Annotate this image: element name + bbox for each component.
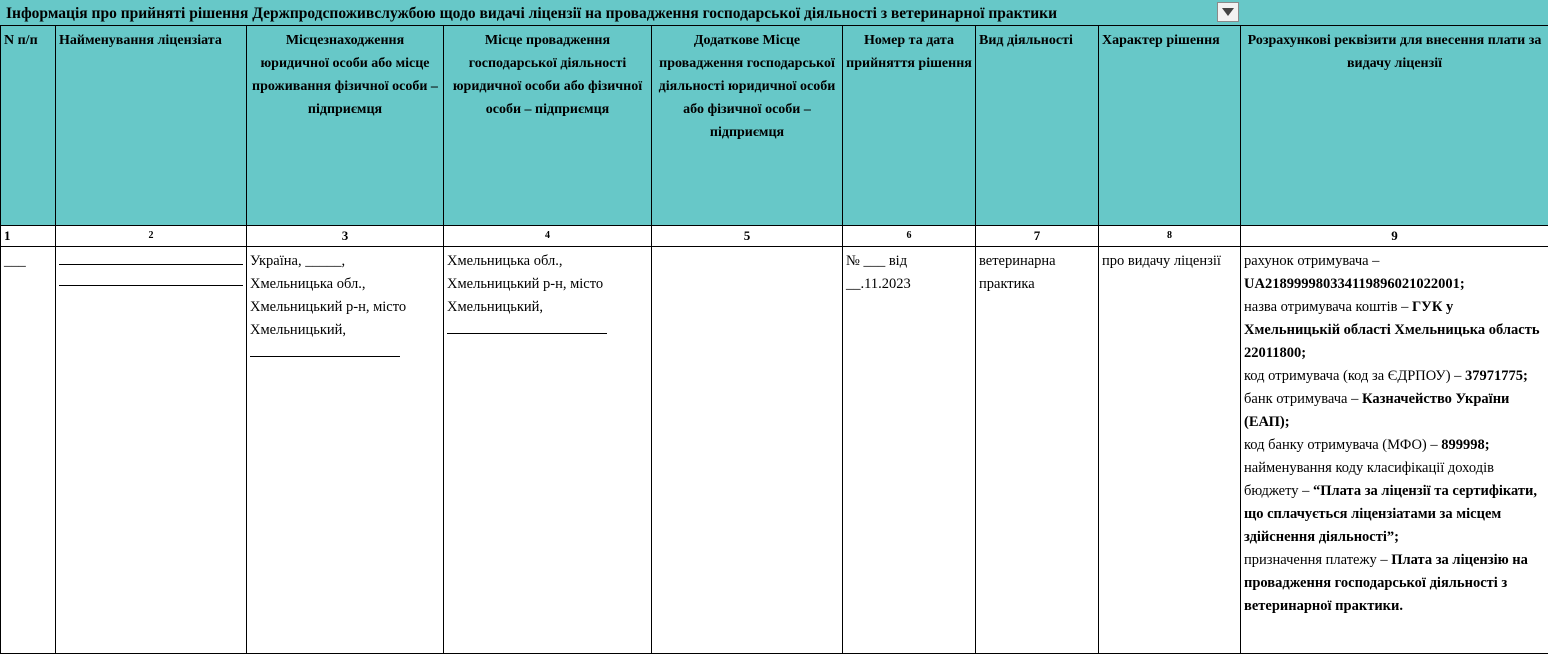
header-cell-payment-details[interactable]: Розрахункові реквізити для внесення плати за видачу ліцензії — [1241, 26, 1548, 226]
column-number-cell[interactable]: 5 — [652, 226, 843, 247]
column-number-cell[interactable]: 3 — [247, 226, 444, 247]
column-number-cell[interactable]: 8 — [1099, 226, 1241, 247]
header-cell-number[interactable]: N п/п — [1, 26, 56, 226]
cell-decision-type[interactable]: про видачу ліцензії — [1099, 247, 1241, 654]
decision-date: __.11.2023 — [846, 273, 972, 296]
activity-city: Хмельницький р-н, місто Хмельницький, — [447, 273, 648, 319]
blank-line — [447, 319, 607, 334]
row-number-text: ___ — [4, 253, 26, 269]
table-title: Інформація про прийняті рішення Держпродспоживслужбою щодо видачі ліцензії на провадження господарської діяльності з ветеринарної практики — [6, 5, 1057, 23]
location-country: Україна, _____, — [250, 250, 440, 273]
table-row — [1, 247, 1548, 654]
column-number-cell[interactable]: 1 — [1, 226, 56, 247]
column-number-cell[interactable]: 6 — [843, 226, 976, 247]
activity-region: Хмельницька обл., — [447, 250, 648, 273]
cell-location[interactable] — [247, 247, 444, 654]
location-city: Хмельницький р-н, місто Хмельницький, — [250, 296, 440, 342]
payment-recipient-value: ГУК у Хмельницькій області Хмельницька область 22011800; — [1244, 299, 1540, 361]
cell-licensee-name[interactable] — [56, 247, 247, 654]
cell-activity-place[interactable] — [444, 247, 652, 654]
payment-mfo-value: 899998; — [1441, 437, 1489, 453]
blank-line — [59, 250, 243, 265]
filter-dropdown-button[interactable] — [1217, 2, 1239, 22]
blank-line — [250, 342, 400, 357]
column-number-row — [1, 226, 1548, 247]
cell-payment-details[interactable] — [1241, 247, 1548, 654]
payment-recipient-label: назва отримувача коштів – — [1244, 299, 1412, 315]
decision-number: № ___ від — [846, 250, 972, 273]
cell-activity-type[interactable]: ветеринарна практика — [976, 247, 1099, 654]
payment-mfo-label: код банку отримувача (МФО) – — [1244, 437, 1441, 453]
header-cell-licensee-name[interactable]: Найменування ліцензіата — [56, 26, 247, 226]
header-cell-location[interactable]: Місцезнаходження юридичної особи або місце проживання фізичної особи – підприємця — [247, 26, 444, 226]
license-table — [0, 25, 1548, 654]
header-row — [1, 26, 1548, 226]
dropdown-arrow-icon — [1222, 8, 1234, 16]
title-row[interactable] — [0, 0, 1548, 26]
header-cell-activity-type[interactable]: Вид діяльності — [976, 26, 1099, 226]
cell-additional-place[interactable] — [652, 247, 843, 654]
column-number-cell[interactable]: 4 — [444, 226, 652, 247]
payment-edrpou-label: код отримувача (код за ЄДРПОУ) – — [1244, 368, 1465, 384]
payment-code-value: “Плата за ліцензії та сертифікати, що сплачується ліцензіатами за місцем здійснення діяльності”; — [1244, 483, 1537, 545]
header-cell-decision-type[interactable]: Характер рішення — [1099, 26, 1241, 226]
location-region: Хмельницька обл., — [250, 273, 440, 296]
column-number-cell[interactable]: 2 — [56, 226, 247, 247]
payment-edrpou-value: 37971775; — [1465, 368, 1528, 384]
payment-account-label: рахунок отримувача – — [1244, 253, 1379, 269]
payment-account-value: UA218999980334119896021022001; — [1244, 276, 1465, 292]
cell-decision-number-date[interactable] — [843, 247, 976, 654]
blank-line — [59, 271, 243, 286]
column-number-cell[interactable]: 9 — [1241, 226, 1548, 247]
payment-code-label: найменування коду класифікації доходів бюджету – — [1244, 460, 1494, 499]
header-cell-activity-place[interactable]: Місце провадження господарської діяльності юридичної особи або фізичної особи – підприємця — [444, 26, 652, 226]
payment-bank-label: банк отримувача – — [1244, 391, 1362, 407]
payment-purpose-label: призначення платежу – — [1244, 552, 1391, 568]
payment-purpose-value: Плата за ліцензію на провадження господарської діяльності з ветеринарної практики. — [1244, 552, 1528, 614]
header-cell-additional-place[interactable]: Додаткове Місце провадження господарської діяльності юридичної особи або фізичної особи – підприємця — [652, 26, 843, 226]
column-number-cell[interactable]: 7 — [976, 226, 1099, 247]
cell-number[interactable] — [1, 247, 56, 654]
payment-bank-value: Казначейство України (ЕАП); — [1244, 391, 1509, 430]
header-cell-decision-number-date[interactable]: Номер та дата прийняття рішення — [843, 26, 976, 226]
